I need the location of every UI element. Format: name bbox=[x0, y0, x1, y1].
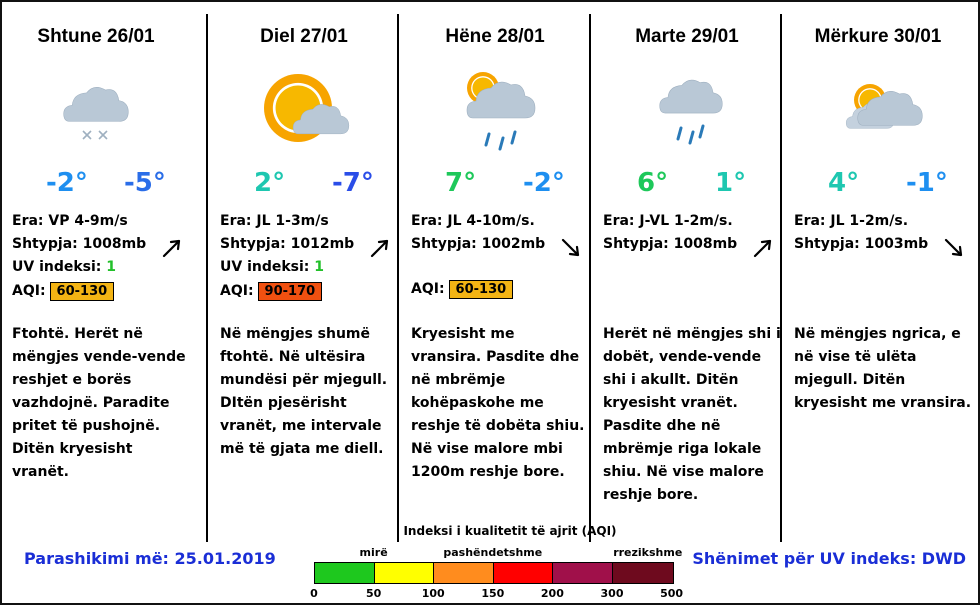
day-description: Ftohtë. Herët në mëngjes vende-vende reshjet e borës vazhdojnë. Paradite pritet të pushojnë. Ditën kryesisht vranët. bbox=[12, 326, 186, 480]
aqi-label: AQI: bbox=[12, 283, 46, 299]
day-description: Herët në mëngjes shi i dobët, vende-vende shi i akullt. Ditën kryesisht vranët. Pasdite dhe në mbrëmje riga lokale shiu. Në vise malore reshje bore. bbox=[603, 326, 781, 503]
wind-arrow-icon bbox=[942, 236, 966, 260]
day-description: Kryesisht me vransira. Pasdite dhe në mbrëmje kohëpaskohe me reshje të dobëta shiu. Në vise malore mbi 1200m reshje bore. bbox=[411, 326, 585, 480]
day-title: Diel 27/01 bbox=[260, 26, 348, 47]
pressure-text: Shtypja: 1002mb bbox=[411, 236, 546, 252]
aqi-info bbox=[12, 282, 114, 301]
aqi-scale-tick: 0 bbox=[310, 587, 318, 600]
day-description: Në mëngjes shumë ftohtë. Në ultësira mundësi për mjegull. DItën pjesërisht vranët, me intervale më të gjata me diell. bbox=[220, 326, 388, 457]
aqi-scale-segment bbox=[613, 563, 673, 583]
uv-value: 1 bbox=[106, 259, 117, 275]
uv-value: 1 bbox=[314, 259, 325, 275]
aqi-info bbox=[220, 282, 322, 301]
uv-label: UV indeksi: bbox=[220, 259, 310, 275]
cloud-snow-icon bbox=[46, 62, 146, 162]
aqi-scale-tick: 100 bbox=[421, 587, 445, 600]
day-column bbox=[782, 0, 974, 540]
temp-max: 4° bbox=[828, 168, 860, 198]
day-title: Mërkure 30/01 bbox=[814, 26, 942, 47]
wind-text: Era: JL 4-10m/s. bbox=[411, 213, 535, 229]
aqi-scale-tick: 50 bbox=[365, 587, 382, 600]
pressure-text: Shtypja: 1012mb bbox=[220, 236, 355, 252]
temp-min: -1° bbox=[906, 168, 948, 198]
forecast-date: Parashikimi më: 25.01.2019 bbox=[24, 549, 276, 568]
aqi-label: AQI: bbox=[411, 281, 445, 297]
wind-text: Era: VP 4-9m/s bbox=[12, 213, 128, 229]
day-column bbox=[591, 0, 783, 540]
temp-min: -2° bbox=[523, 168, 565, 198]
uv-label: UV indeksi: bbox=[12, 259, 102, 275]
aqi-scale-segment bbox=[494, 563, 554, 583]
aqi-scale-tick: 500 bbox=[660, 587, 684, 600]
aqi-color-scale bbox=[314, 562, 674, 584]
aqi-scale-tick: 200 bbox=[540, 587, 564, 600]
aqi-badge: 60-130 bbox=[449, 280, 514, 299]
temp-min: 1° bbox=[715, 168, 747, 198]
aqi-scale-segment bbox=[553, 563, 613, 583]
day-title: Hëne 28/01 bbox=[445, 26, 545, 47]
day-column bbox=[0, 0, 192, 540]
aqi-scale-tick: 300 bbox=[600, 587, 624, 600]
pressure-text: Shtypja: 1008mb bbox=[603, 236, 738, 252]
day-column bbox=[399, 0, 591, 540]
temp-max: -2° bbox=[46, 168, 88, 198]
wind-arrow-icon bbox=[559, 236, 583, 260]
day-description: Në mëngjes ngrica, e në vise të ulëta mjegull. Ditën kryesisht me vransira. bbox=[794, 326, 972, 411]
wind-arrow-icon bbox=[368, 236, 392, 260]
aqi-scale-segment bbox=[375, 563, 435, 583]
temp-max: 7° bbox=[445, 168, 477, 198]
aqi-label: AQI: bbox=[220, 283, 254, 299]
uv-source-note: Shënimet për UV indeks: DWD bbox=[692, 549, 966, 568]
aqi-category-label: mirë bbox=[359, 546, 388, 559]
aqi-badge: 90-170 bbox=[258, 282, 323, 301]
day-title: Marte 29/01 bbox=[635, 26, 739, 47]
pressure-text: Shtypja: 1008mb bbox=[12, 236, 147, 252]
uv-index bbox=[220, 259, 324, 275]
wind-arrow-icon bbox=[160, 236, 184, 260]
aqi-scale-segment bbox=[315, 563, 375, 583]
aqi-scale-title: Indeksi i kualitetit të ajrit (AQI) bbox=[403, 524, 617, 538]
aqi-badge: 60-130 bbox=[50, 282, 115, 301]
aqi-category-label: rrezikshme bbox=[613, 546, 683, 559]
temp-max: 6° bbox=[637, 168, 669, 198]
day-column bbox=[208, 0, 400, 540]
wind-text: Era: JL 1-2m/s. bbox=[794, 213, 909, 229]
uv-index bbox=[12, 259, 116, 275]
wind-text: Era: J-VL 1-2m/s. bbox=[603, 213, 733, 229]
temp-max: 2° bbox=[254, 168, 286, 198]
temp-min: -5° bbox=[124, 168, 166, 198]
aqi-info bbox=[411, 280, 513, 299]
pressure-text: Shtypja: 1003mb bbox=[794, 236, 929, 252]
wind-text: Era: JL 1-3m/s bbox=[220, 213, 329, 229]
sun-cloud-icon bbox=[254, 62, 354, 162]
aqi-scale-tick: 150 bbox=[481, 587, 505, 600]
temp-min: -7° bbox=[332, 168, 374, 198]
sun-cloud-rain-icon bbox=[445, 62, 545, 162]
sun-clouds-icon bbox=[828, 62, 928, 162]
aqi-category-label: pashëndetshme bbox=[443, 546, 543, 559]
aqi-scale-segment bbox=[434, 563, 494, 583]
wind-arrow-icon bbox=[751, 236, 775, 260]
day-title: Shtune 26/01 bbox=[37, 26, 155, 47]
cloud-rain-icon bbox=[637, 62, 737, 162]
